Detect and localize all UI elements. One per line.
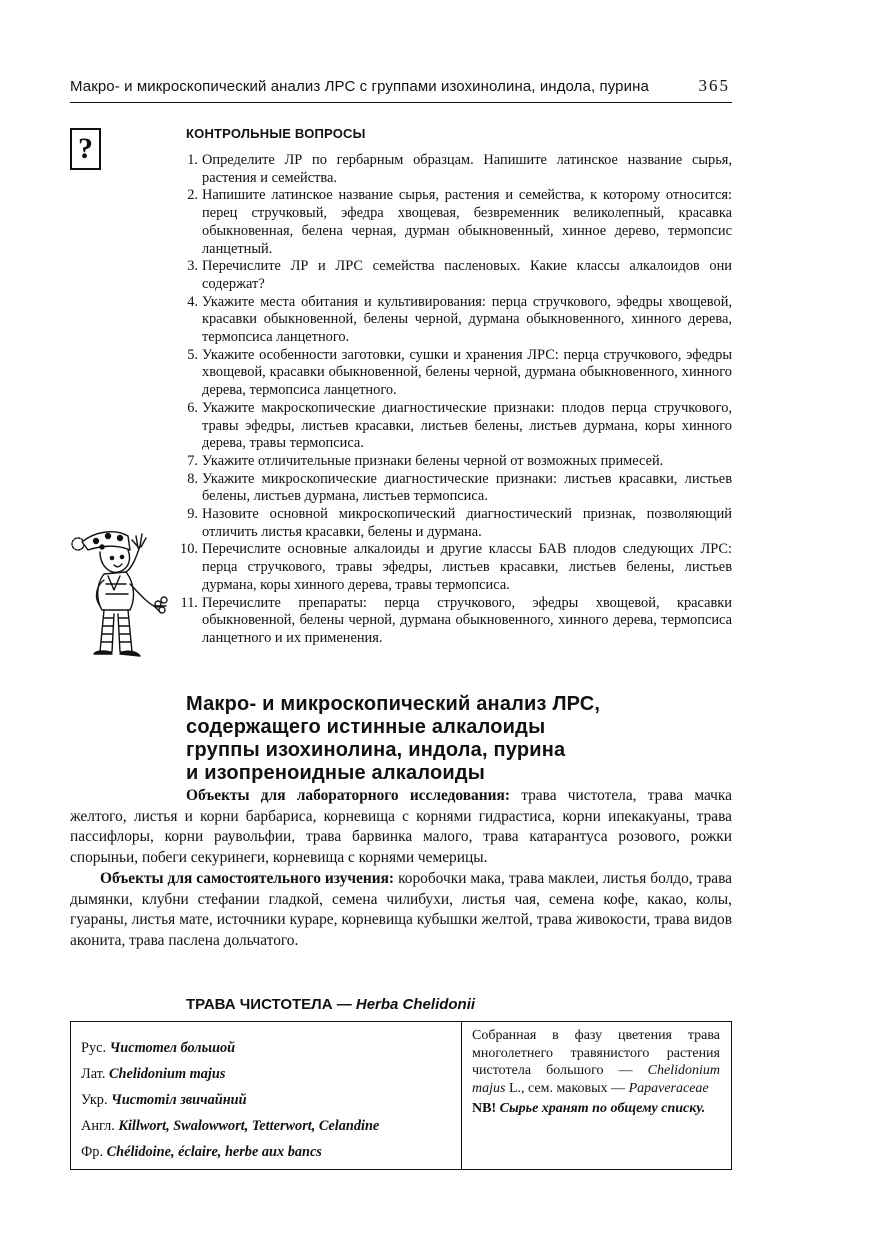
- question-text: Укажите места обитания и культивирования: перца стручкового, эфедры хвощевой, красавки обыкновенной, белены черной, дурмана обыкновенного, хинного дерева, термопсиса ланцетного.: [202, 293, 732, 346]
- page-number: 365: [698, 76, 730, 95]
- question-number: 10.: [180, 541, 198, 558]
- name-value: Chélidoine, éclaire, herbe aux bancs: [106, 1144, 322, 1160]
- nb-text: Сырье хранят по общему списку.: [496, 1101, 706, 1117]
- question-mark-icon: ?: [70, 128, 101, 170]
- question-number: 8.: [187, 470, 198, 487]
- question-text: Перечислите основные алкалоиды и другие классы БАВ плодов следующих ЛРС: перца стручкового, травы эфедры, листьев красавки, листьев белены, листьев дурмана, коры хинного дерева, травы термопсиса.: [202, 541, 732, 593]
- question-text: Перечислите препараты: перца стручкового, эфедры хвощевой, красавки обыкновенной, белены черной, дурмана обыкновенного, хинного дерева, термопсиса ланцетного и их применения.: [202, 594, 732, 646]
- name-row: [81, 1087, 461, 1113]
- self-study-label: Объекты для самостоятельного изучения:: [100, 869, 395, 887]
- nb-label: NB!: [472, 1101, 497, 1117]
- description-text: L., сем. маковых —: [505, 1080, 629, 1096]
- herb-names-cell: [71, 1022, 462, 1169]
- question-item: [170, 595, 732, 648]
- description-family: Papaveraceae: [628, 1080, 709, 1096]
- question-text: Укажите макроскопические диагностические признаки: плодов перца стручкового, травы эфедры, листьев красавки, листьев белены, листьев дурмана, коры хинного дерева, травы термопсиса.: [202, 399, 732, 452]
- question-item: [170, 294, 732, 347]
- name-row: [81, 1139, 461, 1165]
- question-text: Перечислите ЛР и ЛРС семейства пасленовых. Какие классы алкалоидов они содержат?: [202, 258, 732, 292]
- name-value: Чистотел большой: [109, 1040, 236, 1056]
- herb-description-cell: [462, 1022, 730, 1169]
- herb-title-ru: ТРАВА ЧИСТОТЕЛА —: [186, 996, 356, 1013]
- question-number: 9.: [187, 506, 198, 523]
- question-text: Напишите латинское название сырья, растения и семейства, к которому относится: перец стручковый, эфедра хвощевая, безвременник великолепный, красавка обыкновенная, белена черная, дурман обыкновенный, хинное дерево, термопсис ланцетный.: [202, 187, 732, 257]
- section-body: [70, 786, 732, 952]
- name-value: Killwort, Swalowwort, Tetterwort, Celandine: [118, 1118, 380, 1134]
- self-study-paragraph: [70, 869, 732, 952]
- questions-list: [170, 152, 732, 648]
- question-text: Укажите микроскопические диагностические признаки: листьев красавки, листьев белены, листьев дурмана, листьев термопсиса.: [202, 470, 732, 505]
- running-title: Макро- и микроскопический анализ ЛРС с группами изохинолина, индола, пурина: [70, 78, 649, 95]
- section-title-line: группы изохинолина, индола, пурина: [186, 739, 566, 761]
- question-number: 4.: [187, 293, 198, 310]
- question-text: Назовите основной микроскопический диагностический признак, позволяющий отличить листья красавки, белены и дурмана.: [202, 506, 732, 540]
- question-item: [170, 400, 732, 453]
- name-row: [81, 1035, 461, 1061]
- control-questions-heading: КОНТРОЛЬНЫЕ ВОПРОСЫ: [186, 126, 366, 141]
- lab-objects-text: трава чистотела, трава мачка желтого, листья и корни барбариса, корневища с корнями гидрастиса, корни ипекакуаны, трава пассифлоры, корни раувольфии, трава барвинка малого, трава катарантуса розового, рожки спорыньи, побеги секуринеги, корневища с корнями чемерицы.: [70, 787, 732, 867]
- name-lang: Рус.: [81, 1040, 107, 1056]
- question-item: [170, 347, 732, 400]
- section-title-line: Макро- и микроскопический анализ ЛРС,: [186, 693, 601, 715]
- question-item: [170, 471, 732, 506]
- name-value: Чистотіл звичайний: [111, 1092, 247, 1108]
- herb-title-lat: Herba Chelidonii: [355, 996, 476, 1013]
- lab-objects-label: Объекты для лабораторного исследования:: [186, 787, 510, 804]
- name-row: [81, 1113, 461, 1139]
- question-number: 11.: [180, 594, 198, 611]
- name-row: [81, 1061, 461, 1087]
- question-number: 5.: [187, 346, 198, 363]
- question-number: 6.: [187, 399, 198, 416]
- question-number: 7.: [187, 452, 198, 469]
- description-text: Собранная в фазу цветения трава многолетнего травянистого растения чистотела большого —: [472, 1028, 720, 1079]
- herb-info-table: [70, 1021, 732, 1170]
- storage-note: [472, 1100, 720, 1118]
- question-item: [170, 187, 732, 258]
- name-lang: Англ.: [81, 1118, 115, 1134]
- question-item: [170, 258, 732, 293]
- self-study-text: коробочки мака, трава маклеи, листья болдо, трава дымянки, клубни стефании гладкой, семена чилибухи, листья чая, семена кофе, какао, колы, гуараны, листья мате, источники кураре, корневища кубышки желтой, трава живокости, трава видов аконита, трава паслена дольчатого.: [70, 869, 732, 949]
- question-item: [170, 152, 732, 187]
- section-title-line: содержащего истинные алкалоиды: [186, 716, 546, 738]
- section-title-line: и изопреноидные алкалоиды: [186, 762, 486, 784]
- question-number: 1.: [187, 152, 198, 168]
- question-number: 2.: [187, 187, 198, 204]
- question-item: [170, 541, 732, 594]
- herb-description: [472, 1027, 720, 1097]
- herb-title: [186, 996, 475, 1013]
- question-text: Определите ЛР по гербарным образцам. Напишите латинское название сырья, растения и семейства.: [202, 152, 732, 186]
- question-item: [170, 506, 732, 541]
- question-number: 3.: [187, 258, 198, 275]
- question-item: [170, 453, 732, 471]
- question-text: Укажите особенности заготовки, сушки и хранения ЛРС: перца стручкового, эфедры хвощевой, красавки обыкновенной, белены черной, дурмана обыкновенного, хинного дерева, термопсиса ланцетного.: [202, 346, 732, 399]
- name-lang: Укр.: [81, 1092, 108, 1108]
- question-text: Укажите отличительные признаки белены черной от возможных примесей.: [202, 452, 664, 469]
- section-title: [186, 693, 600, 785]
- description-species: Chelidonium majus: [472, 1063, 720, 1096]
- lab-objects-paragraph: [70, 786, 732, 869]
- name-lang: Лат.: [81, 1066, 106, 1082]
- jester-illustration: [66, 514, 186, 664]
- name-lang: Фр.: [81, 1144, 104, 1160]
- running-header: [70, 76, 732, 103]
- name-value: Chelidonium majus: [109, 1066, 226, 1082]
